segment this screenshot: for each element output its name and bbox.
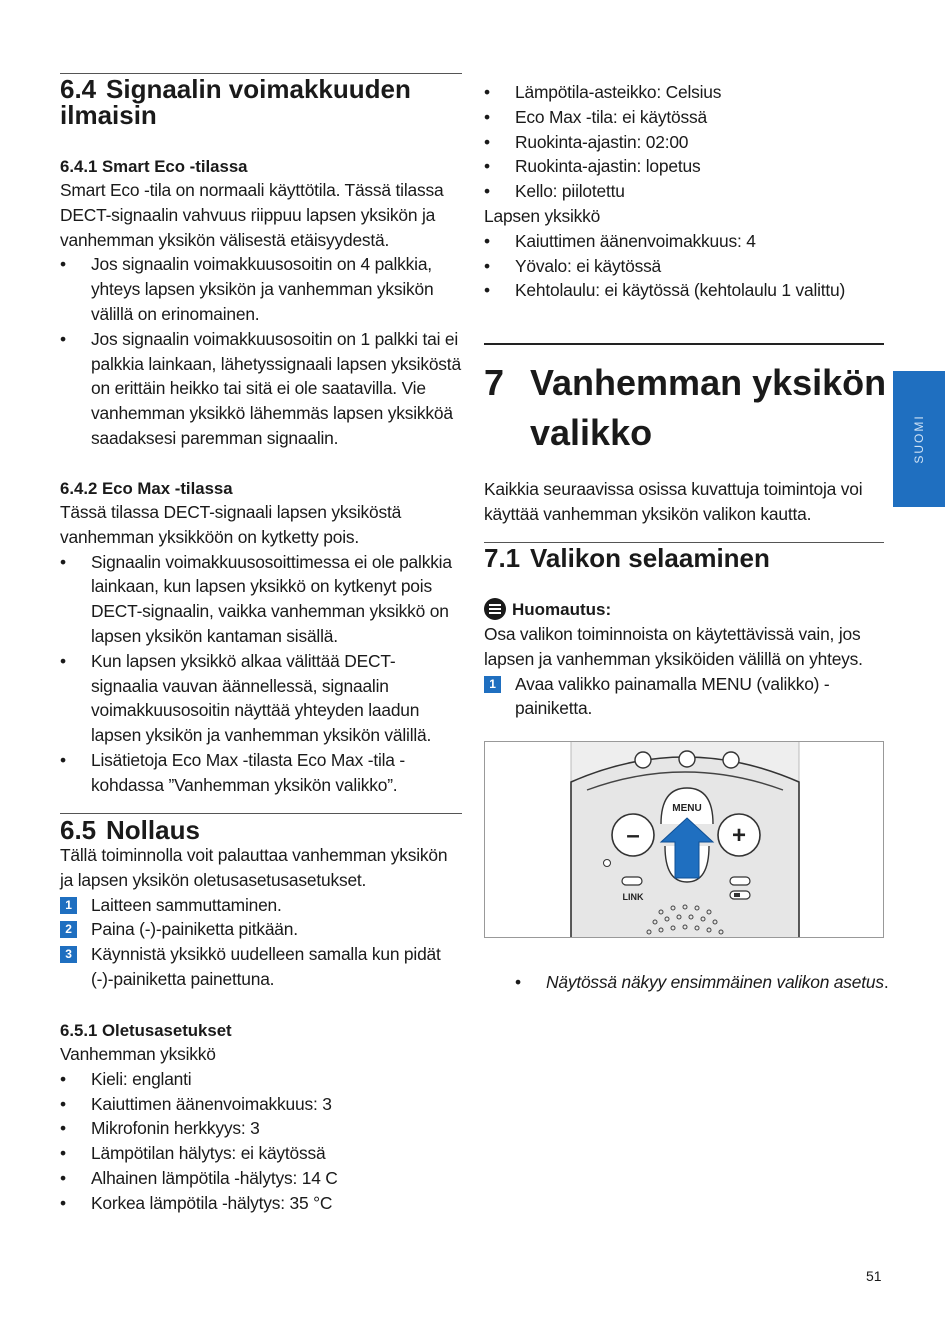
note-box	[484, 598, 884, 721]
list-item: • Korkea lämpötila -hälytys: 35 °C	[60, 1191, 462, 1216]
list-item: • Kun lapsen yksikkö alkaa välittää DECT-signaalia vauvan äännellessä, signaalin voimakkuusosoitin näyttää yhteyden laadun lapsen yksikön ja vanhemman yksikön välillä.	[60, 649, 462, 748]
section-6-4-heading	[60, 76, 462, 128]
list-item: • Lämpötila-asteikko: Celsius	[484, 80, 884, 105]
subsection-heading: 6.5.1 Oletusasetukset	[60, 1021, 232, 1040]
subsection-6-5-1	[60, 1020, 462, 1216]
step-text: Käynnistä yksikkö uudelleen samalla kun pidät (-)-painiketta painettuna.	[91, 944, 441, 989]
list-item: • Signaalin voimakkuusosoittimessa ei ole palkkia lainkaan, kun lapsen yksikkö on kytkenyt pois DECT-signaalin, vaikka vanhemman yksikkö on lapsen yksikön kantaman sisällä.	[60, 550, 462, 649]
bullet-list	[515, 970, 895, 995]
section-number: 7.1	[484, 543, 521, 573]
list-item: • Yövalo: ei käytössä	[484, 254, 884, 279]
step-item	[60, 942, 462, 992]
list-item: • Kieli: englanti	[60, 1067, 462, 1092]
list-item: • Alhainen lämpötila -hälytys: 14 C	[60, 1166, 462, 1191]
section-divider	[60, 813, 462, 814]
section-6-4	[60, 76, 462, 128]
step-list	[484, 672, 884, 722]
chapter-intro	[484, 477, 884, 527]
chapter-title-line1: Vanhemman yksikön	[530, 362, 887, 403]
step-list	[60, 893, 462, 992]
group-label: Vanhemman yksikkö	[60, 1044, 216, 1064]
list-item: • Kaiuttimen äänenvoimakkuus: 4	[484, 229, 884, 254]
note-title: Huomautus:	[512, 600, 612, 619]
section-title: Nollaus	[106, 815, 200, 845]
subsection-heading: 6.4.1 Smart Eco -tilassa	[60, 157, 248, 176]
section-number: 6.5	[60, 815, 97, 845]
subsection-6-4-1	[60, 156, 462, 451]
bullet-list	[60, 252, 462, 450]
section-title: Valikon selaaminen	[530, 543, 770, 573]
indicator-light	[679, 751, 695, 767]
chapter-number: 7	[484, 362, 505, 403]
menu-label: MENU	[672, 803, 702, 814]
paragraph: Kaikkia seuraavissa osissa kuvattuja toimintoja voi käyttää vanhemman yksikön valikon kautta.	[484, 479, 863, 524]
note-icon	[484, 598, 506, 620]
language-label: SUOMI	[912, 414, 926, 464]
defaults-continued	[484, 80, 884, 303]
link-button	[622, 877, 642, 885]
paragraph: Smart Eco -tila on normaali käyttötila. Tässä tilassa DECT-signaalin vahvuus riippuu lapsen yksikön ja vanhemman yksikön välisestä etäisyydestä.	[60, 180, 444, 250]
step-text: Avaa valikko painamalla MENU (valikko) -painiketta.	[515, 673, 830, 719]
paragraph: Tässä tilassa DECT-signaali lapsen yksiköstä vanhemman yksikköön on kytketty pois.	[60, 502, 402, 547]
page-number: 51	[866, 1268, 882, 1284]
minus-label: –	[626, 822, 640, 849]
nightlight-button	[730, 877, 750, 885]
bullet-list	[484, 229, 884, 303]
list-item: • Jos signaalin voimakkuusosoitin on 1 palkki tai ei palkkia lainkaan, lähetyssignaali lapsen yksiköstä on erittäin heikko tai sitä ei ole saatavilla. Vie vanhemman yksikkö lähemmäs lapsen yksikköä saadaksesi paremman signaalin.	[60, 327, 462, 451]
section-7-1	[484, 545, 884, 571]
result-note	[515, 970, 895, 995]
list-item: • Jos signaalin voimakkuusosoitin on 4 palkkia, yhteys lapsen yksikön ja vanhemman yksikön välillä on erinomainen.	[60, 252, 462, 326]
step-item	[60, 893, 462, 918]
list-item: • Ruokinta-ajastin: 02:00	[484, 130, 884, 155]
step-number-badge: 2	[60, 921, 77, 938]
list-item: • Ruokinta-ajastin: lopetus	[484, 154, 884, 179]
section-6-5	[60, 817, 462, 992]
list-item: • Kaiuttimen äänenvoimakkuus: 3	[60, 1092, 462, 1117]
list-item: • Kello: piilotettu	[484, 179, 884, 204]
step-item	[60, 917, 462, 942]
subsection-6-4-2	[60, 478, 462, 798]
plus-label: +	[731, 822, 747, 849]
bullet-list	[484, 80, 884, 204]
note-text: Osa valikon toiminnoista on käytettävissä vain, jos lapsen ja vanhemman yksiköiden välillä on yhteys.	[484, 624, 863, 669]
chapter-divider	[484, 343, 884, 345]
list-item: • Lisätietoja Eco Max -tilasta Eco Max -tila -kohdassa ”Vanhemman yksikön valikko”.	[60, 748, 462, 798]
section-number: 6.4	[60, 74, 97, 104]
indicator-light	[723, 752, 739, 768]
note-heading	[484, 598, 884, 622]
chapter-7	[484, 358, 894, 458]
paragraph: Tällä toiminnolla voit palauttaa vanhemman yksikön ja lapsen yksikön oletusasetusasetukset.	[60, 845, 448, 890]
list-item: • Eco Max -tila: ei käytössä	[484, 105, 884, 130]
parent-unit-drawing	[485, 742, 884, 938]
indicator-light	[635, 752, 651, 768]
link-label: LINK	[622, 892, 644, 902]
list-item: • Mikrofonin herkkyys: 3	[60, 1116, 462, 1141]
step-text: Laitteen sammuttaminen.	[91, 894, 282, 915]
chapter-title-line2: valikko	[530, 412, 653, 453]
bullet-list	[60, 1067, 462, 1216]
step-number-badge: 1	[60, 897, 77, 914]
section-6-5-heading	[60, 817, 462, 843]
section-title: Signaalin voimakkuuden ilmaisin	[60, 74, 411, 130]
subsection-heading: 6.4.2 Eco Max -tilassa	[60, 479, 233, 498]
group-label: Lapsen yksikkö	[484, 205, 601, 226]
list-item: • Lämpötilan hälytys: ei käytössä	[60, 1141, 462, 1166]
step-item	[484, 672, 884, 722]
result-text: Näytössä näkyy ensimmäinen valikon asetus	[546, 972, 884, 992]
step-text: Paina (-)-painiketta pitkään.	[91, 919, 298, 940]
step-number-badge: 1	[484, 676, 501, 693]
step-number-badge: 3	[60, 946, 77, 963]
chapter-heading	[484, 358, 894, 458]
bullet-list	[60, 550, 462, 798]
list-item: • Kehtolaulu: ei käytössä (kehtolaulu 1 valittu)	[484, 278, 884, 303]
list-item: • Näytössä näkyy ensimmäinen valikon asetus.	[515, 970, 895, 995]
section-7-1-heading	[484, 545, 884, 571]
language-side-tab	[893, 371, 945, 507]
parent-unit-illustration	[484, 741, 884, 938]
